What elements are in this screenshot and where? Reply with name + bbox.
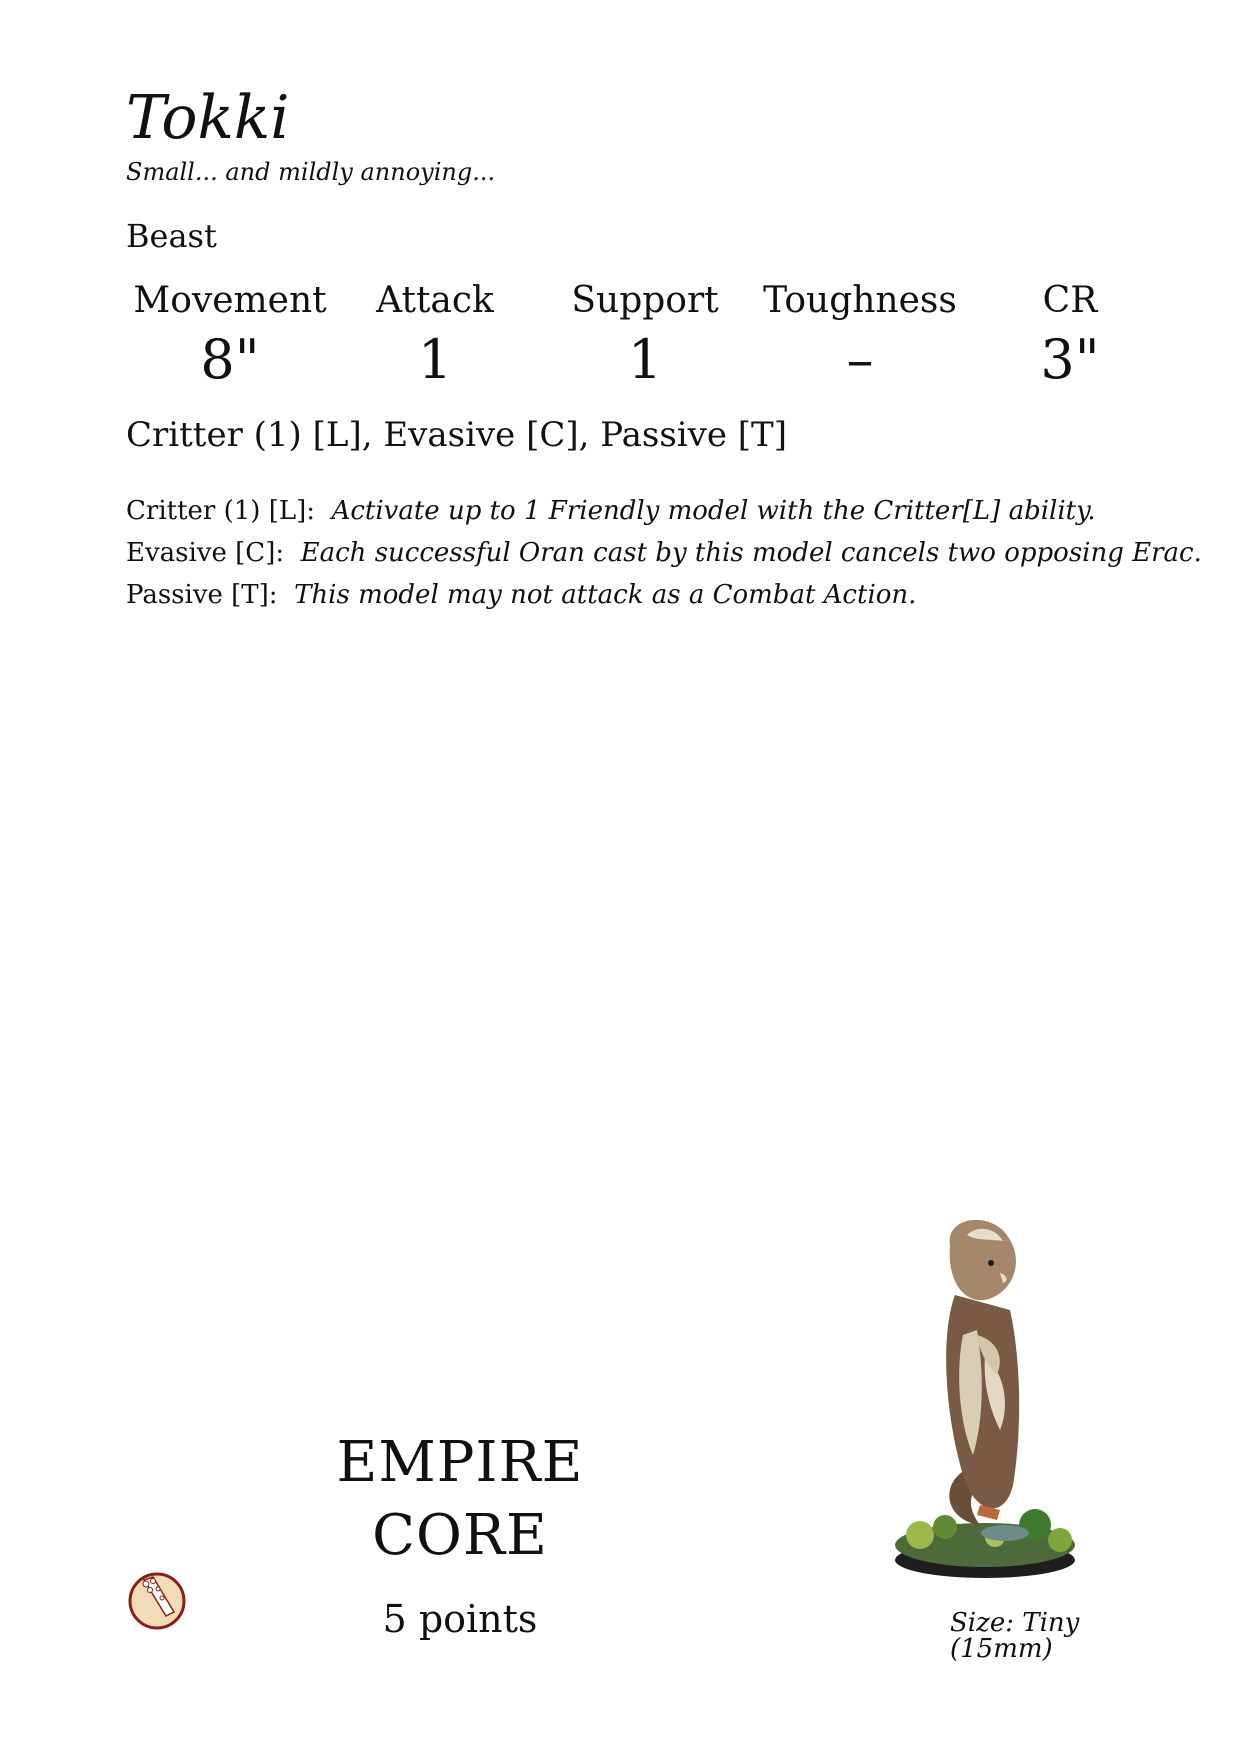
rules-list [126,490,1202,616]
rule-passive [126,574,1106,616]
stat-attack [325,280,545,391]
stat-movement [120,280,340,391]
rule-critter [126,490,1106,532]
stat-value: 1 [417,328,453,391]
faction-category: CORE [372,1503,548,1568]
rule-text: Each successful Oran cast by this model cancels two opposing Erac. [300,538,1202,568]
unit-type: Beast [126,217,217,255]
stat-label: Support [571,280,719,321]
rule-name: Critter (1) [L]: [126,496,316,526]
faction-name: EMPIRE [336,1430,584,1495]
rule-text: Activate up to 1 Friendly model with the Critter[L] ability. [331,496,1096,526]
rule-text: This model may not attack as a Combat Action. [294,580,917,610]
stat-support [535,280,755,391]
stat-value: 8" [200,328,260,391]
faction-seal-icon [126,1568,188,1630]
stat-label: Attack [376,280,494,321]
model-size: Size: Tiny (15mm) [950,1608,1080,1664]
stat-value: – [846,328,874,391]
unit-subtitle: Small... and mildly annoying... [126,158,496,186]
stat-value: 1 [627,328,663,391]
beast-miniature-image [885,1215,1095,1585]
rule-evasive [126,532,1202,574]
stat-label: Toughness [763,280,957,321]
stat-value: 3" [1040,328,1100,391]
rule-name: Evasive [C]: [126,538,285,568]
points-cost: 5 points [382,1597,538,1641]
stat-label: CR [1042,280,1098,321]
rule-name: Passive [T]: [126,580,278,610]
stat-cr [960,280,1180,391]
stat-label: Movement [133,280,327,321]
stat-toughness [750,280,970,391]
unit-title: Tokki [126,83,290,153]
abilities-line: Critter (1) [L], Evasive [C], Passive [T] [126,415,787,455]
